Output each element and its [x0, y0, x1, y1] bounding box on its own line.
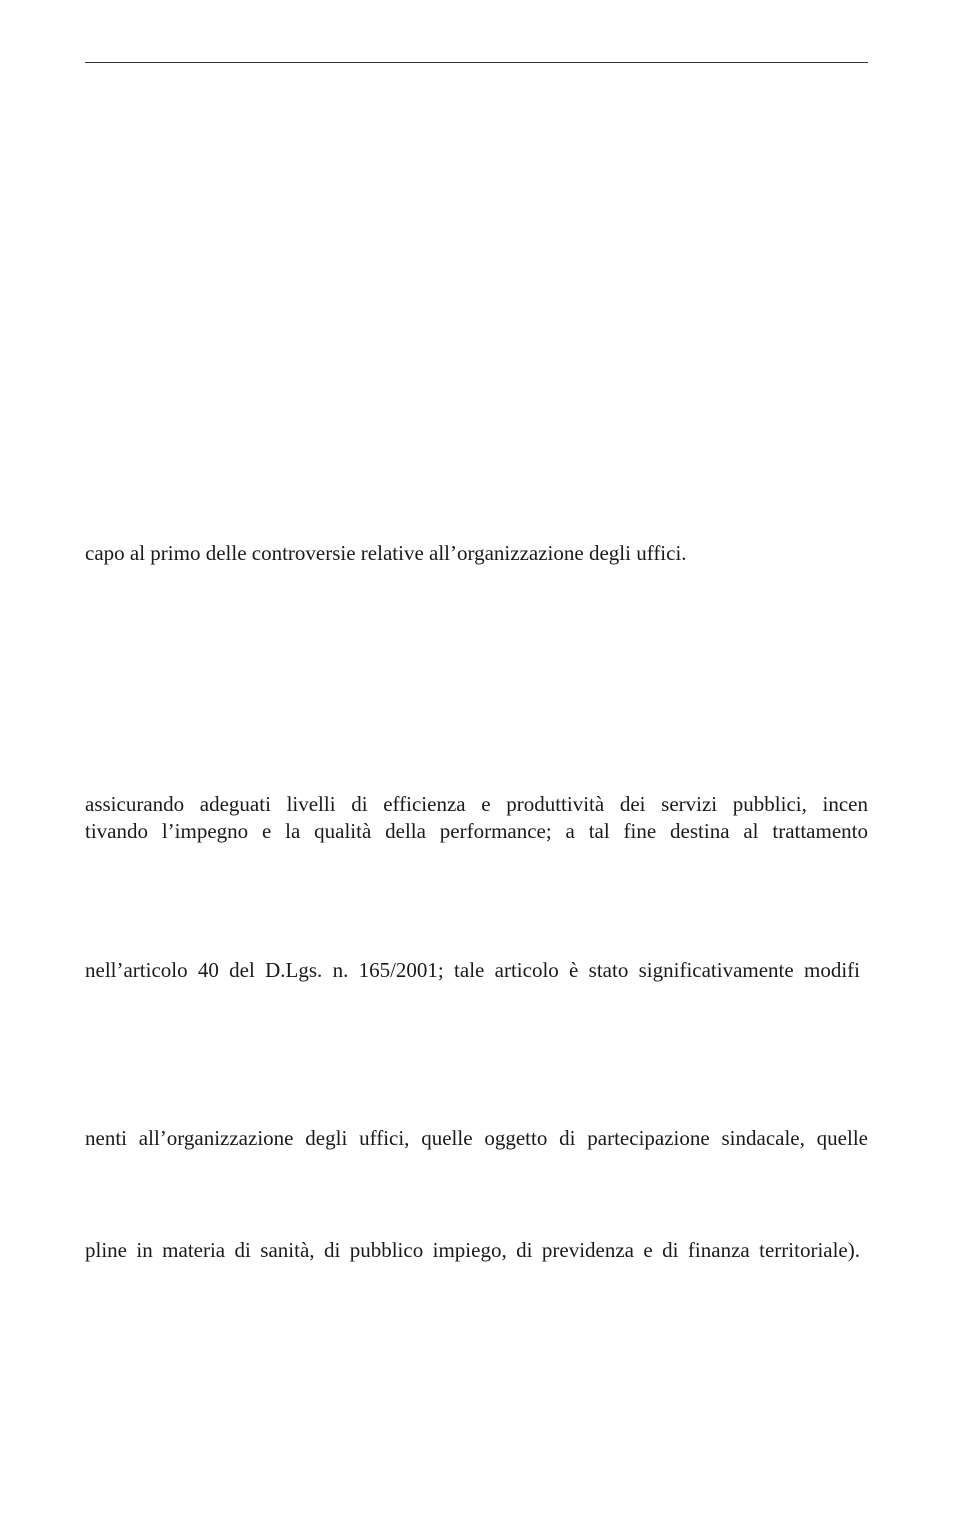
text-line-3: tivando l’impegno e la qualità della performance; a tal fine destina al trattamento [85, 819, 868, 843]
text-line-5: nenti all’organizzazione degli uffici, quelle oggetto di partecipazione sindacale, quelle [85, 1126, 868, 1150]
header-rule [85, 62, 868, 63]
text-line-2: assicurando adeguati livelli di efficienza e produttività dei servizi pubblici, incen [85, 792, 868, 816]
text-line-6: pline in materia di sanità, di pubblico impiego, di previdenza e di finanza territoriale). [85, 1238, 860, 1262]
text-line-1: capo al primo delle controversie relative all’organizzazione degli uffici. [85, 541, 687, 565]
text-line-4: nell’articolo 40 del D.Lgs. n. 165/2001; tale articolo è stato significativamente modifi [85, 958, 860, 982]
